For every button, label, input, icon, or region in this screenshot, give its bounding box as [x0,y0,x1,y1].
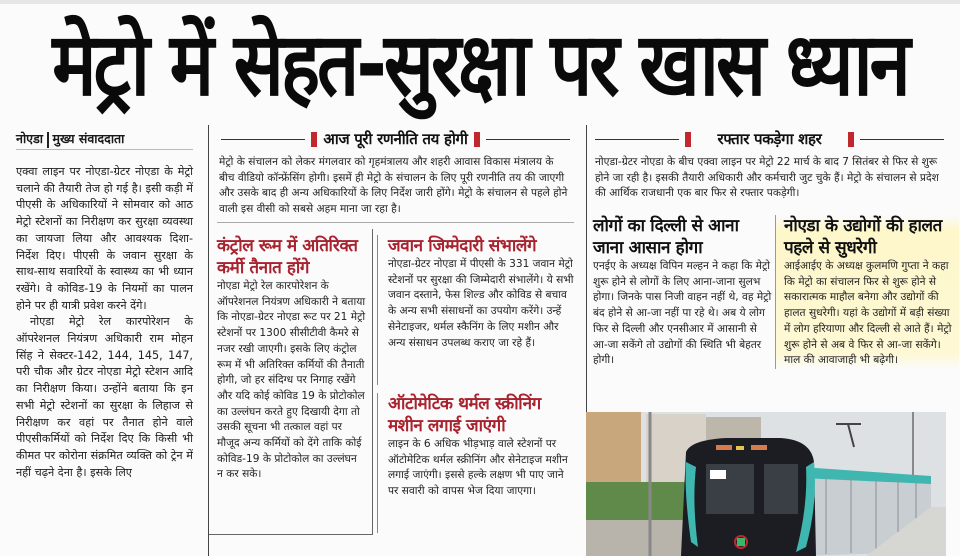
middle-intro: मेट्रो के संचालन को लेकर मंगलवार को गृहमंत्रालय और शहरी आवास विकास मंत्रालय के बीच वीडियो कॉन्फ्रेंसिंग होगी। इसमें ही मेट्रो के संचालन के लिए पूरी रणनीति तय की जाएगी और उसके बाद ही अन्य अधिकारियों के लिए निर्देश जारी होंगे। मेट्रो के संचालन से पहले होने वाली इस वीसी को सबसे अहम माना जा रहा है। [219,156,568,215]
right-section-title: रफ्तार पकड़ेगा शहर [717,130,822,148]
page-headline: मेट्रो में सेहत-सुरक्षा पर खास ध्यान [52,14,908,116]
header-rule-left [595,139,679,140]
middle-section-title: आज पूरी रणनीति तय होगी [323,130,468,148]
metro-train-photo [586,412,946,556]
control-room-box [209,229,373,535]
left-column [0,125,205,556]
industry-box [775,215,959,369]
dateline-separator [47,132,49,148]
header-rule-left [221,139,305,140]
dateline-place: नोएडा [16,131,44,146]
header-marker-right [848,132,854,147]
header-marker-left [685,132,691,147]
jawan-box [377,235,577,385]
delhi-box [593,215,773,369]
jawan-text: नोएडा-ग्रेटर नोएडा में पीएसी के 331 जवान मेट्रो स्टेशनों पर सुरक्षा की जिम्मेदारी संभालेंगे। ये सभी जवान दस्ताने, फेस शिल्ड और कोविड से बचाव के अन्य सभी संसाधनों का उपयोग करेंगे। उन्हें सेनेटाइजर, थर्मल स्कैनिंग के लिए मशीन और अन्य संसाधन उपलब्ध कराए जा रहे हैं। [388,258,574,349]
industry-heading: नोएडा के उद्योगों की हालत पहले से सुधरेगी [784,216,942,258]
left-paragraph-2: नोएडा मेट्रो रेल कारपोरेशन के ऑपरेशनल नियंत्रण अधिकारी राम मोहन सिंह ने सेक्टर-142, 144, 145, 147, परी चौक और ग्रेटर नोएडा मेट्रो स्टेशन आदि का निरीक्षण किया। उन्होंने बताया कि इन सभी मेट्रो स्टेशनों का सुरक्षा के लिहाज से निरीक्षण कर वहां पर तैनात होने वाले पीएसीकर्मियों को निर्देश दिए कि किसी भी कीमत पर कोरोना संक्रमित व्यक्ति को ट्रेन में नहीं चढ़ने देना है। इसके लिए [16,315,193,479]
intro-divider [217,222,574,223]
jawan-heading: जवान जिम्मेदारी संभालेंगे [388,236,537,256]
right-section-header [587,125,960,153]
train-illustration [586,412,946,556]
left-article-body [16,164,193,481]
right-intro: नोएडा-ग्रेटर नोएडा के बीच एक्वा लाइन पर मेट्रो 22 मार्च के बाद 7 सितंबर से फिर से शुरू होने जा रही है। इसकी तैयारी अधिकारी और कर्मचारी जुट चुके हैं। मेट्रो के संचालन से प्रदेश की आर्थिक राजधानी एक बार फिर से रफ्तार पकड़ेगी। [595,156,939,200]
middle-section-header [209,125,582,153]
middle-section [208,125,582,556]
thermal-heading: ऑटोमेटिक थर्मल स्क्रीनिंग मशीन लगाई जाएंगी [388,394,541,436]
delhi-heading: लोगों का दिल्ली से आना जाना आसान होगा [593,216,739,258]
industry-text: आईआईए के अध्यक्ष कुलमणि गुप्ता ने कहा कि मेट्रो का संचालन फिर से शुरू होने से सकारात्मक माहौल बनेगा और उद्योगों की हालत सुधरेगी। यहां के उद्योगों में बड़ी संख्या में लोग हरियाणा और दिल्ली से आते हैं। मेट्रो शुरू होने से अब वे फिर से आ-जा सकेंगे। माल की आवाजाही भी बढ़ेगी। [784,260,952,367]
left-paragraph-1: एक्वा लाइन पर नोएडा-ग्रेटर नोएडा के मेट्रो चलाने की तैयारी तेज हो गई है। इसी कड़ी में पीएसी के अधिकारियों ने सोमवार को आठ मेट्रो स्टेशनों का निरीक्षण कर सुरक्षा व्यवस्था का जायजा लिया और आवश्यक दिशा-निर्देश दिए। पीएसी के जवान सुरक्षा के साथ-साथ सवारियों के स्वास्थ्य का भी ध्यान रखेंगे। वे कोविड-19 के नियमों का पालन होने पर ही यात्री प्रवेश करने देंगे। [16,165,193,312]
delhi-text: एनईए के अध्यक्ष विपिन मल्हन ने कहा कि मेट्रो शुरू होने से लोगों के लिए आना-जाना सुलभ होगा। जिनके पास निजी वाहन नहीं थे, वह मेट्रो बंद होने से आ-जा नहीं पा रहे थे। अब ये लोग फिर से दिल्ली और एनसीआर में आसानी से आ-जा सकेंगे तो उद्योगों की स्थिति भी बेहतर होगी। [593,260,772,367]
header-marker-left [311,132,317,147]
header-marker-right [474,132,480,147]
header-rule-right [486,139,570,140]
header-rule-right [860,139,944,140]
thermal-text: लाइन के 6 अधिक भीड़भाड़ वाले स्टेशनों पर ऑटोमेटिक थर्मल स्क्रीनिंग और सेनेटाइज मशीन लगाई जाएंगी। इससे हल्के लक्षण भी पाए जाने पर सवारी को वापस भेज दिया जाएगा। [388,438,568,498]
dateline-author: मुख्य संवाददाता [52,131,125,146]
dateline [16,128,193,150]
control-room-heading: कंट्रोल रूम में अतिरिक्त कर्मी तैनात होंगे [217,236,358,278]
thermal-box [377,393,577,533]
control-room-text: नोएडा मेट्रो रेल कारपोरेशन के ऑपरेशनल नियंत्रण अधिकारी ने बताया कि नोएडा-ग्रेटर नोएडा रूट पर 21 मेट्रो स्टेशनों पर 1300 सीसीटीवी कैमरे से नजर रखी जाएगी। इसके लिए कंट्रोल रूम में भी अतिरिक्त कर्मियों की तैनाती होगी, जो हर संदिग्ध पर निगाह रखेंगे और यदि कोई कोविड 19 के प्रोटोकोल का उल्लंघन करते हुए दिखायी देगा तो उसकी सूचना भी तत्काल वहां पर मौजूद अन्य कर्मियों को देंगे ताकि कोई कोविड-19 के प्रोटोकोल का उल्लंघन न कर सके। [217,280,366,481]
